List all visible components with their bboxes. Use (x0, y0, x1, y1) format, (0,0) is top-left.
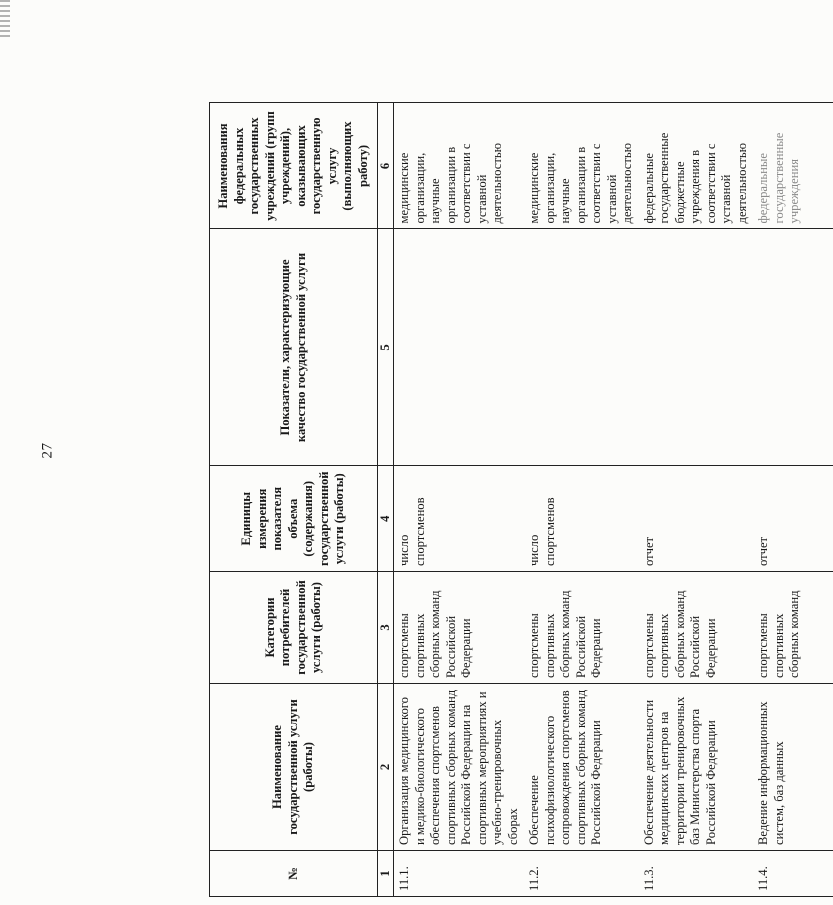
table-row (753, 103, 833, 897)
unit: отчет (753, 466, 833, 572)
column-number: 1 (378, 851, 394, 897)
quality-indicator (639, 229, 754, 466)
service-name: Ведение информационных систем, баз данных (753, 684, 833, 851)
table-row (394, 103, 525, 897)
consumer-category: спортсмены спортивных сборных команд Российской Федерации (394, 572, 525, 684)
header-number: № (210, 851, 378, 897)
consumer-category: спортсмены спортивных сборных команд Российской Федерации (639, 572, 754, 684)
row-number: 11.4. (753, 851, 833, 897)
quality-indicator (394, 229, 525, 466)
header-row (210, 103, 378, 897)
column-number: 2 (378, 684, 394, 851)
header-quality-indicators: Показатели, характеризующие качество государственной услуги (210, 229, 378, 466)
column-number: 4 (378, 466, 394, 572)
consumer-category: спортсмены спортивных сборных команд (753, 572, 833, 684)
column-numbers-row (378, 103, 394, 897)
service-name: Обеспечение психофизиологического сопровождения спортсменов спортивных сборных команд Российской Федерации (524, 684, 639, 851)
quality-indicator (524, 229, 639, 466)
column-number: 3 (378, 572, 394, 684)
service-name: Организация медицинского и медико-биологического обеспечения спортсменов спортивных сборных команд Российской Федерации на спортивных мероприятиях и учебно-тренировочных сборах (394, 684, 525, 851)
row-number: 11.3. (639, 851, 754, 897)
header-service-name: Наименование государственной услуги (работы) (210, 684, 378, 851)
column-number: 5 (378, 229, 394, 466)
unit: отчет (639, 466, 754, 572)
row-number: 11.2. (524, 851, 639, 897)
institutions: федеральные государственные учреждения (753, 103, 833, 229)
table-row (639, 103, 754, 897)
service-name: Обеспечение деятельности медицинских центров на территории тренировочных баз Министерства спорта Российской Федерации (639, 684, 754, 851)
row-number: 11.1. (394, 851, 525, 897)
institutions: медицинские организации, научные организации в соответствии с уставной деятельностью (394, 103, 525, 229)
unit: число спортсменов (394, 466, 525, 572)
institutions: федеральные государственные бюджетные учреждения в соответствии с уставной деятельностью (639, 103, 754, 229)
header-consumer-categories: Категории потребителей государственной услуги (работы) (210, 572, 378, 684)
column-number: 6 (378, 103, 394, 229)
table-row (524, 103, 639, 897)
institutions: медицинские организации, научные организации в соответствии с уставной деятельностью (524, 103, 639, 229)
quality-indicator (753, 229, 833, 466)
consumer-category: спортсмены спортивных сборных команд Российской Федерации (524, 572, 639, 684)
unit: число спортсменов (524, 466, 639, 572)
page-number: 27 (39, 442, 56, 459)
header-units: Единицы измерения показателя объема (содержания) государственной услуги (работы) (210, 466, 378, 572)
services-table (209, 102, 833, 897)
header-institutions: Наименования федеральных государственных учреждений (групп учреждений), оказывающих государственную услугу (выполняющих работу) (210, 103, 378, 229)
